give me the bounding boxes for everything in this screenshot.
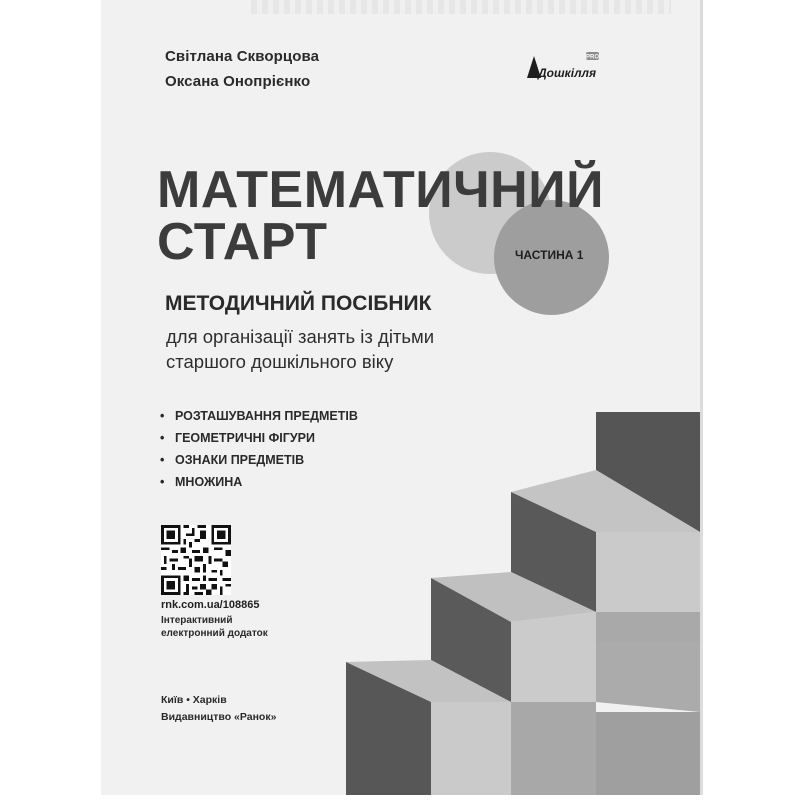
logo-text: Дошкілля (538, 66, 597, 80)
qr-url: rnk.com.ua/108865 (161, 599, 260, 611)
description-line: для організації занять із дітьми (166, 326, 435, 347)
staircase-cubes-illustration (101, 0, 700, 795)
imprint-publisher: Видавництво «Ранок» (161, 711, 277, 723)
logo-badge: PRO (585, 54, 600, 61)
topic-item: • ОЗНАКИ ПРЕДМЕТІВ (160, 449, 358, 471)
qr-note-line: електронний додаток (161, 628, 268, 639)
imprint-cities: Київ • Харків (161, 694, 227, 706)
topic-item: • МНОЖИНА (160, 471, 358, 493)
author-name: Світлана Скворцова (165, 48, 320, 65)
book-cover (101, 0, 700, 795)
author-name: Оксана Онопрієнко (165, 73, 311, 90)
qr-code-icon (161, 525, 231, 595)
part-label: ЧАСТИНА 1 (515, 248, 584, 262)
description-line: старшого дошкільного віку (166, 351, 394, 372)
cover-edge-shadow (700, 0, 703, 795)
book-subtitle: МЕТОДИЧНИЙ ПОСІБНИК (165, 292, 432, 315)
title-line: МАТЕМАТИЧНИЙ (157, 161, 604, 219)
topic-item: • ГЕОМЕТРИЧНІ ФІГУРИ (160, 427, 358, 449)
topic-item: • РОЗТАШУВАННЯ ПРЕДМЕТІВ (160, 405, 358, 427)
qr-note-line: Інтерактивний (161, 615, 233, 626)
title-line: СТАРТ (157, 213, 328, 271)
